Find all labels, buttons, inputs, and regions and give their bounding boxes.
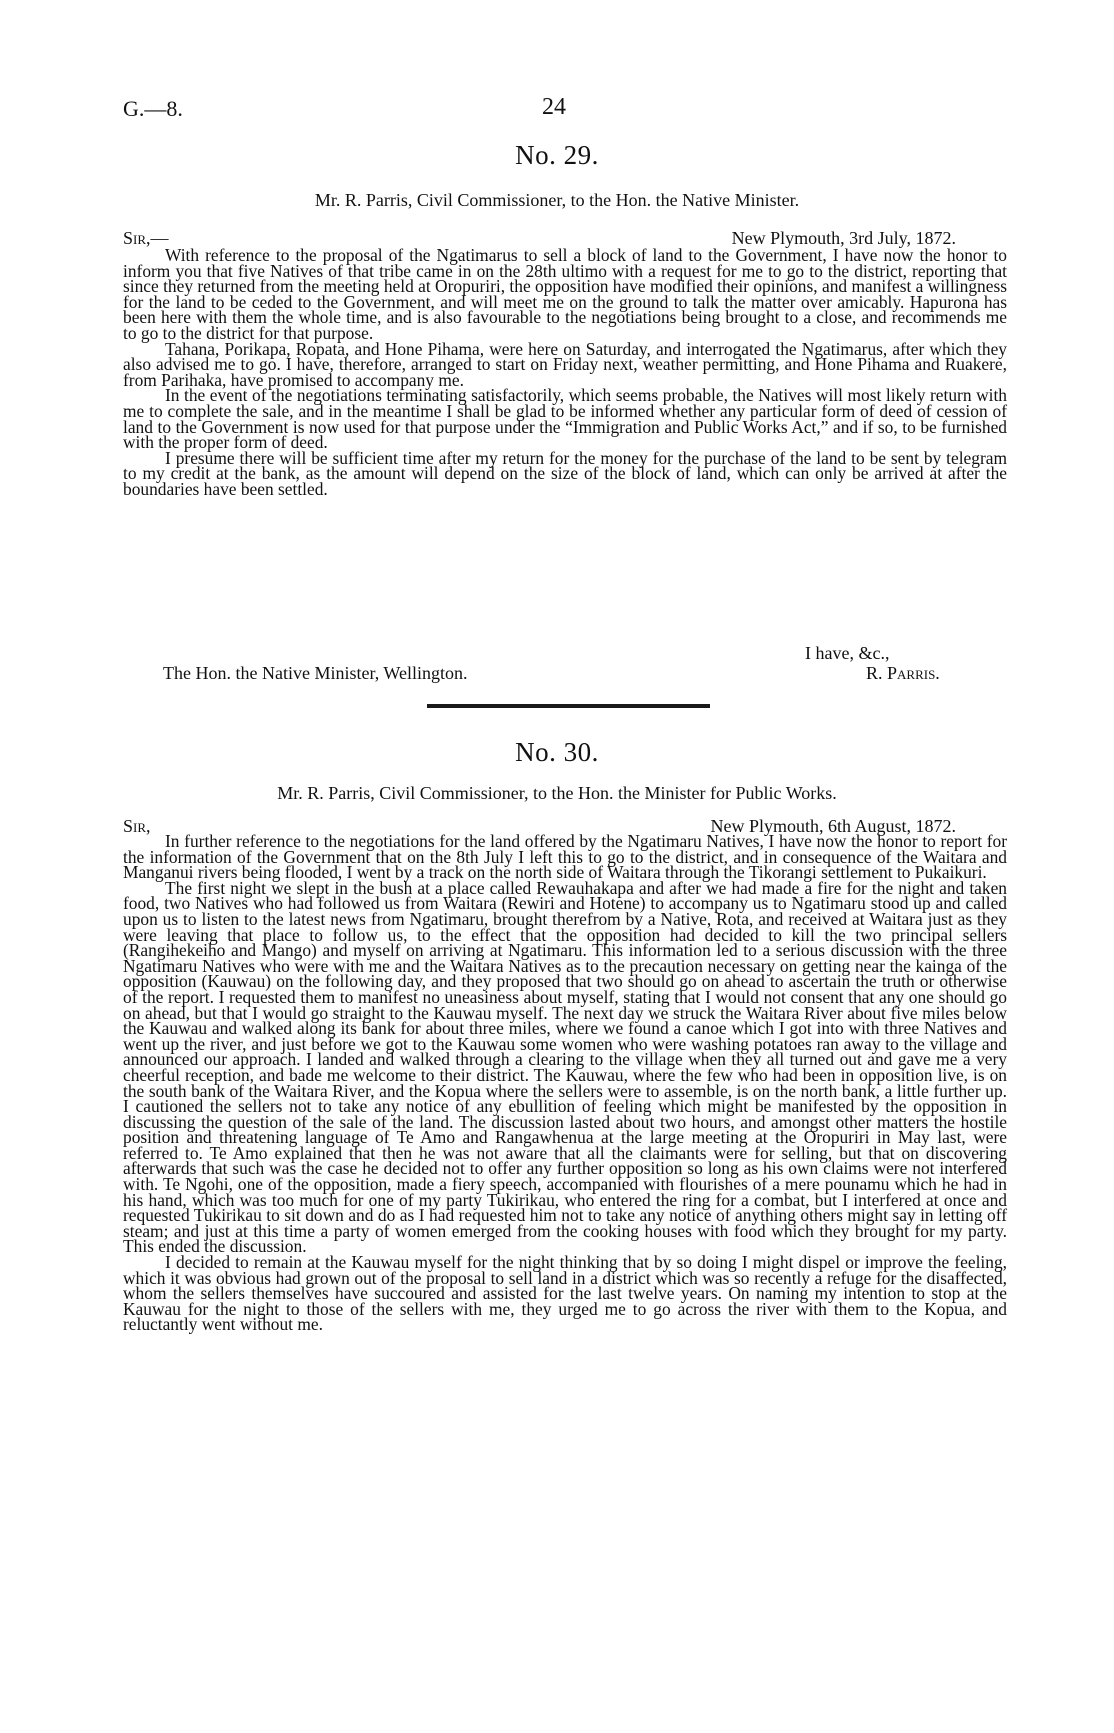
page-number: 24 bbox=[542, 94, 566, 120]
place-date: New Plymouth, 6th August, 1872. bbox=[710, 816, 956, 836]
place-date: New Plymouth, 3rd July, 1872. bbox=[731, 228, 956, 248]
document-reference: G.—8. bbox=[123, 96, 183, 121]
addressee: The Hon. the Native Minister, Wellington. bbox=[163, 663, 468, 683]
paragraph: I presume there will be sufficient time after my return for the money for the purchase of the land to be sent by telegram to my credit at the bank, as the amount will depend on the size of the block of land, which can only be arrived at after the boundaries have been settled. bbox=[123, 447, 1007, 499]
signature-name: R. Parris. bbox=[866, 663, 940, 683]
paragraph: I decided to remain at the Kauwau myself for the night thinking that by so doing I might dispel or improve the feeling, which it was obvious had grown out of the proposal to sell land in a district which was so recently a refuge for the disaffected, whom the sellers themselves have succoured and assisted for the last twelve years. On naming my intention to stop at the Kauwau for the night to those of the sellers with me, they urged me to go across the river with them to the Kopua, and reluctantly went without me. bbox=[123, 1252, 1007, 1335]
signature bbox=[866, 663, 940, 684]
paragraph: In the event of the negotiations terminating satisfactorily, which seems probable, the Natives will most likely return with me to complete the sale, and in the meantime I shall be glad to be informed whether any particular form of deed of cession of land to the Government is now used for that purpose under the “Immigration and Public Works Act,” and if so, to be furnished with the proper form of deed. bbox=[123, 385, 1007, 453]
letter-body bbox=[123, 831, 1007, 1335]
paragraph: Tahana, Porikapa, Ropata, and Hone Pihama, were here on Saturday, and interrogated the Ngatimarus, after which they also advised me to go. I have, therefore, arranged to start on Friday next, weather permitting, and Hone Pihama and Ruakere, from Parihaka, have promised to accompany me. bbox=[123, 338, 1007, 390]
letter-number: No. 30. bbox=[515, 737, 599, 767]
salutation: Sir, bbox=[123, 816, 151, 836]
letter-heading: Mr. R. Parris, Civil Commissioner, to the Hon. the Native Minister. bbox=[314, 190, 800, 210]
section-divider bbox=[427, 704, 710, 708]
closing: I have, &c., bbox=[805, 643, 890, 663]
paragraph: In further reference to the negotiations for the land offered by the Ngatimaru Natives, I have now the honor to report for the information of the Government that on the 8th July I left this to go to the district, and in consequence of the Waitara and Manganui rivers being flooded, I went by a track on the north side of Waitara through the Tikorangi settlement to Pukaikuri. bbox=[123, 831, 1007, 883]
letter-body bbox=[123, 245, 1007, 499]
letter-heading: Mr. R. Parris, Civil Commissioner, to the Hon. the Minister for Public Works. bbox=[277, 783, 837, 803]
paragraph: The first night we slept in the bush at a place called Rewauhakapa and after we had made a fire for the night and taken food, two Natives who had followed us from Waitara (Rewiri and Hotene) to accompany us to Ngatimaru stood up and called upon us to listen to the latest news from Ngatimaru, brought therefrom by a Native, Rota, and received at Waitara just as they were leaving that place to follow us, to the effect that the opposition had decided to kill the two principal sellers (Rangihekeiho and Mango) and myself on arriving at Ngatimaru. This information led to a serious discussion with the three Ngatimaru Natives who were with me and the Waitara Natives as to the precaution necessary on getting near the kainga of the opposition (Kauwau) on the following day, and they proposed that two should go on ahead to ascertain the truth or otherwise of the report. I requested them to manifest no uneasiness about myself, stating that I would not consent that any one should go on ahead, but that I would go straight to the Kauwau myself. The next day we struck the Waitara River about five miles below the Kauwau and walked along its bank for about three miles, where we found a canoe which I got into with three Natives and went up the river, and just before we got to the Kauwau some women who were washing potatoes ran away to the village and announced our approach. I landed and walked through a clearing to the village when they all turned out and gave me a very cheerful reception, and bade me welcome to their district. The Kauwau, where the few who had been in opposition live, is on the south bank of the Waitara River, and the Kopua where the sellers were to assemble, is on the north bank, a little further up. I cautioned the sellers not to take any notice of any ebullition of feeling which might be manifested by the opposition in discussing the question of the sale of the land. The discussion lasted about two hours, and amongst other matters the hostile position and threatening language of Te Amo and Rangawhenua at the large meeting at the Oropuriri in May last, were referred to. Te Amo explained that then he was not aware that all the claimants were for selling, but that on discovering afterwards that such was the case he decided not to offer any further opposition so long as his own claims were not interfered with. Te Ngohi, one of the opposition, made a fiery speech, accompanied with flourishes of a mere pounamu which he had in his hand, which was too much for one of my party Tukirikau, who entered the ring for a combat, but I interfered at once and requested Tukirikau to sit down and do as I had requested him not to take any notice of anything others might say in letting off steam; and just at this time a party of women emerged from the cooking houses with food which they brought for my party. This ended the discussion. bbox=[123, 877, 1007, 1257]
letter-number: No. 29. bbox=[515, 140, 599, 170]
paragraph: With reference to the proposal of the Ngatimarus to sell a block of land to the Government, I have now the honor to inform you that five Natives of that tribe came in on the 28th ultimo with a request for me to go to the district, reporting that since they returned from the meeting held at Oropuriri, the opposition have modified their opinions, and manifest a willingness for the land to be ceded to the Government, and will meet me on the ground to talk the matter over amicably. Hapurona has been here with them the whole time, and is also favourable to the negotiations being brought to a close, and recommends me to go to the district for that purpose. bbox=[123, 245, 1007, 343]
salutation: Sir,— bbox=[123, 228, 169, 248]
